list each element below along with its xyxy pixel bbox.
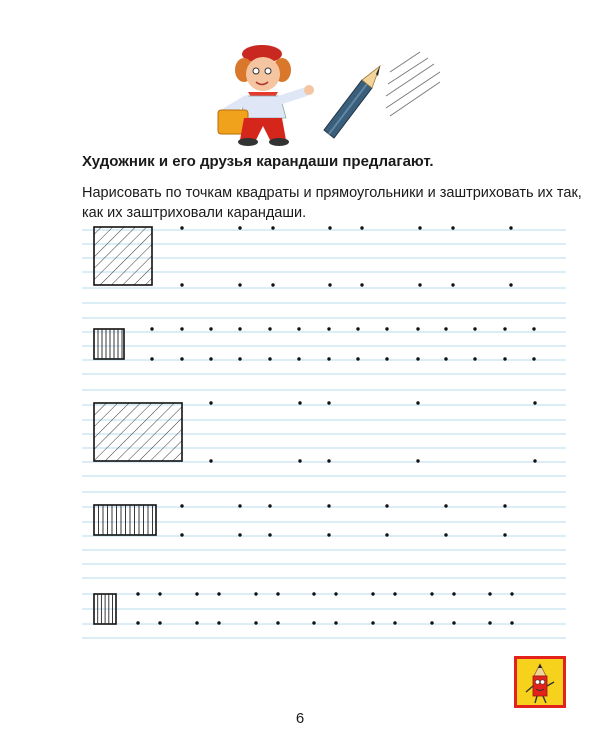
vertical-hatching bbox=[98, 329, 122, 359]
guide-dot bbox=[503, 533, 506, 536]
row-3-dots bbox=[209, 401, 536, 462]
guide-dot bbox=[327, 327, 330, 330]
guide-dot bbox=[451, 283, 454, 286]
guide-dot bbox=[268, 533, 271, 536]
guide-dot bbox=[297, 327, 300, 330]
guide-dot bbox=[452, 621, 455, 624]
guide-dot bbox=[209, 327, 212, 330]
guide-dot bbox=[327, 533, 330, 536]
guide-dot bbox=[473, 327, 476, 330]
guide-dot bbox=[444, 533, 447, 536]
guide-dot bbox=[532, 357, 535, 360]
guide-dot bbox=[254, 592, 257, 595]
guide-dot bbox=[327, 401, 330, 404]
guide-dot bbox=[444, 504, 447, 507]
guide-dot bbox=[238, 533, 241, 536]
guide-dot bbox=[180, 357, 183, 360]
guide-dot bbox=[276, 621, 279, 624]
guide-dot bbox=[393, 592, 396, 595]
guide-dot bbox=[150, 357, 153, 360]
guide-dot bbox=[385, 504, 388, 507]
guide-dot bbox=[444, 327, 447, 330]
guide-dot bbox=[416, 459, 419, 462]
guide-dot bbox=[327, 459, 330, 462]
guide-dot bbox=[195, 592, 198, 595]
guide-dot bbox=[444, 357, 447, 360]
guide-dot bbox=[268, 357, 271, 360]
guide-dot bbox=[356, 357, 359, 360]
guide-dot bbox=[371, 621, 374, 624]
task-title: Художник и его друзья карандаши предлагают. bbox=[82, 153, 434, 170]
page-number: 6 bbox=[295, 710, 305, 727]
guide-dot bbox=[503, 327, 506, 330]
guide-dot bbox=[385, 357, 388, 360]
guide-dot bbox=[503, 504, 506, 507]
guide-dot bbox=[150, 327, 153, 330]
guide-dot bbox=[532, 327, 535, 330]
guide-dot bbox=[371, 592, 374, 595]
guide-dot bbox=[238, 327, 241, 330]
guide-dot bbox=[488, 592, 491, 595]
vertical-hatched-square-sample bbox=[94, 329, 124, 359]
guide-dot bbox=[327, 504, 330, 507]
guide-dot bbox=[416, 357, 419, 360]
guide-dot bbox=[276, 592, 279, 595]
task-instruction: Нарисовать по точкам квадраты и прямоугольники и заштриховать их так, как их заштриховали карандаши. bbox=[82, 185, 582, 221]
guide-dot bbox=[503, 357, 506, 360]
guide-dot bbox=[298, 459, 301, 462]
guide-dot bbox=[385, 533, 388, 536]
guide-dot bbox=[533, 459, 536, 462]
guide-dot bbox=[297, 357, 300, 360]
guide-dot bbox=[312, 592, 315, 595]
guide-dot bbox=[430, 592, 433, 595]
guide-dot bbox=[510, 621, 513, 624]
guide-dot bbox=[451, 226, 454, 229]
guide-dot bbox=[209, 357, 212, 360]
guide-dot bbox=[298, 401, 301, 404]
row-4-group bbox=[94, 504, 507, 536]
row-3-group bbox=[94, 401, 537, 462]
guide-dot bbox=[136, 592, 139, 595]
pencil-mascot-badge bbox=[514, 656, 566, 708]
guide-dot bbox=[416, 327, 419, 330]
row-5-dots bbox=[136, 592, 513, 624]
guide-dot bbox=[195, 621, 198, 624]
guide-dot bbox=[452, 592, 455, 595]
guide-dot bbox=[209, 401, 212, 404]
guide-dot bbox=[473, 357, 476, 360]
guide-dot bbox=[533, 401, 536, 404]
guide-dot bbox=[180, 327, 183, 330]
guide-dot bbox=[509, 226, 512, 229]
guide-dot bbox=[312, 621, 315, 624]
guide-dot bbox=[327, 357, 330, 360]
guide-dot bbox=[268, 327, 271, 330]
guide-dot bbox=[393, 621, 396, 624]
guide-dot bbox=[356, 327, 359, 330]
guide-dot bbox=[238, 226, 241, 229]
guide-dot bbox=[180, 226, 183, 229]
vertical-hatching bbox=[99, 505, 153, 535]
guide-dot bbox=[158, 621, 161, 624]
hatched-rectangle-sample bbox=[94, 403, 182, 461]
guide-dot bbox=[385, 327, 388, 330]
guide-dot bbox=[418, 226, 421, 229]
guide-dot bbox=[334, 621, 337, 624]
guide-dot bbox=[328, 283, 331, 286]
guide-dot bbox=[360, 283, 363, 286]
row-4-dots bbox=[180, 504, 506, 536]
guide-dot bbox=[238, 504, 241, 507]
guide-dot bbox=[430, 621, 433, 624]
guide-dot bbox=[136, 621, 139, 624]
row-5-group bbox=[94, 592, 514, 624]
row-1-group bbox=[94, 226, 513, 286]
guide-dot bbox=[509, 283, 512, 286]
guide-dot bbox=[254, 621, 257, 624]
guide-dot bbox=[238, 283, 241, 286]
row-1-dots bbox=[180, 226, 512, 286]
guide-dot bbox=[180, 283, 183, 286]
guide-dot bbox=[158, 592, 161, 595]
guide-dot bbox=[180, 504, 183, 507]
hatched-square-sample bbox=[94, 227, 152, 285]
guide-dot bbox=[416, 401, 419, 404]
guide-dot bbox=[418, 283, 421, 286]
guide-dot bbox=[209, 459, 212, 462]
guide-dot bbox=[328, 226, 331, 229]
guide-dot bbox=[334, 592, 337, 595]
guide-dot bbox=[271, 226, 274, 229]
guide-dot bbox=[360, 226, 363, 229]
guide-dot bbox=[510, 592, 513, 595]
guide-dot bbox=[238, 357, 241, 360]
guide-dot bbox=[217, 621, 220, 624]
guide-dot bbox=[180, 533, 183, 536]
guide-dot bbox=[217, 592, 220, 595]
guide-dot bbox=[268, 504, 271, 507]
guide-dot bbox=[488, 621, 491, 624]
guide-dot bbox=[271, 283, 274, 286]
